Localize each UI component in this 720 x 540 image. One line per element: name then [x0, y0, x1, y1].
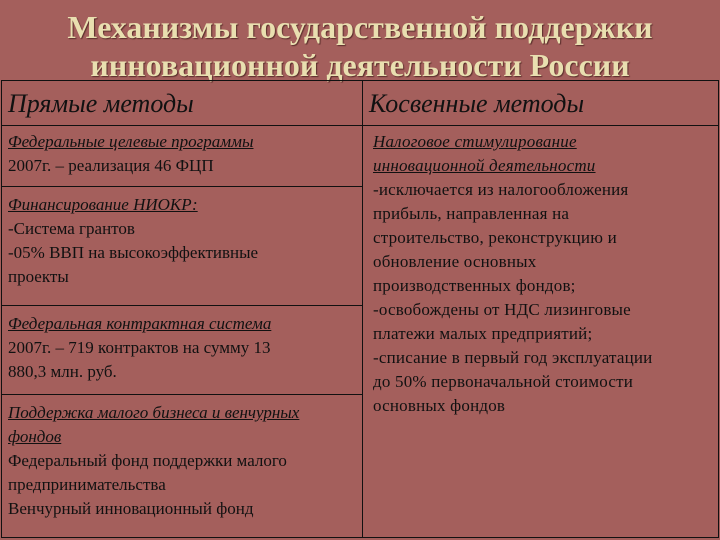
cell-text: -исключается из налогообложения [373, 180, 629, 199]
cell-text: проекты [8, 267, 69, 286]
methods-table [1, 80, 719, 538]
cell-text: до 50% первоначальной стоимости [373, 372, 634, 391]
cell-heading: Финансирование НИОКР: [8, 195, 198, 214]
cell-text: прибыль, направленная на [373, 204, 570, 223]
cell-text: Венчурный инновационный фонд [8, 499, 254, 518]
cell-heading: Налоговое стимулирование [373, 132, 577, 151]
cell-text: 880,3 млн. руб. [8, 362, 117, 381]
cell-text: производственных фондов; [373, 276, 576, 295]
slide-title [0, 8, 720, 84]
cell-heading: Федеральные целевые программы [8, 132, 254, 151]
indirect-cell-tax-incentives [363, 126, 719, 538]
header-indirect-methods: Косвенные методы [363, 81, 719, 126]
cell-text: платежи малых предприятий; [373, 324, 593, 343]
cell-text: основных фондов [373, 396, 506, 415]
slide-title-line-1: Механизмы государственной поддержки [67, 9, 653, 45]
cell-heading: инновационной деятельности [373, 156, 596, 175]
cell-text: 2007г. – 719 контрактов на сумму 13 [8, 338, 271, 357]
cell-text: предпринимательства [8, 475, 166, 494]
cell-text: -списание в первый год эксплуатации [373, 348, 653, 367]
cell-text: 2007г. – реализация 46 ФЦП [8, 156, 214, 175]
slide-title-line-2: инновационной деятельности России [90, 47, 630, 83]
table-header-row [2, 81, 719, 126]
cell-text: -05% ВВП на высокоэффективные [8, 243, 259, 262]
cell-text: Федеральный фонд поддержки малого [8, 451, 287, 470]
cell-text: -освобождены от НДС лизинговые [373, 300, 631, 319]
direct-cell-rnd-funding [2, 187, 363, 306]
cell-text: строительство, реконструкцию и [373, 228, 617, 247]
direct-cell-small-business [2, 395, 363, 538]
cell-heading: Федеральная контрактная система [8, 314, 272, 333]
cell-text: -Система грантов [8, 219, 135, 238]
header-direct-methods: Прямые методы [2, 81, 363, 126]
cell-heading: Поддержка малого бизнеса и венчурных [8, 403, 300, 422]
cell-heading: фондов [8, 427, 62, 446]
cell-text: обновление основных [373, 252, 537, 271]
direct-cell-contract-system [2, 306, 363, 395]
table-row [2, 126, 719, 187]
direct-cell-federal-programs [2, 126, 363, 187]
